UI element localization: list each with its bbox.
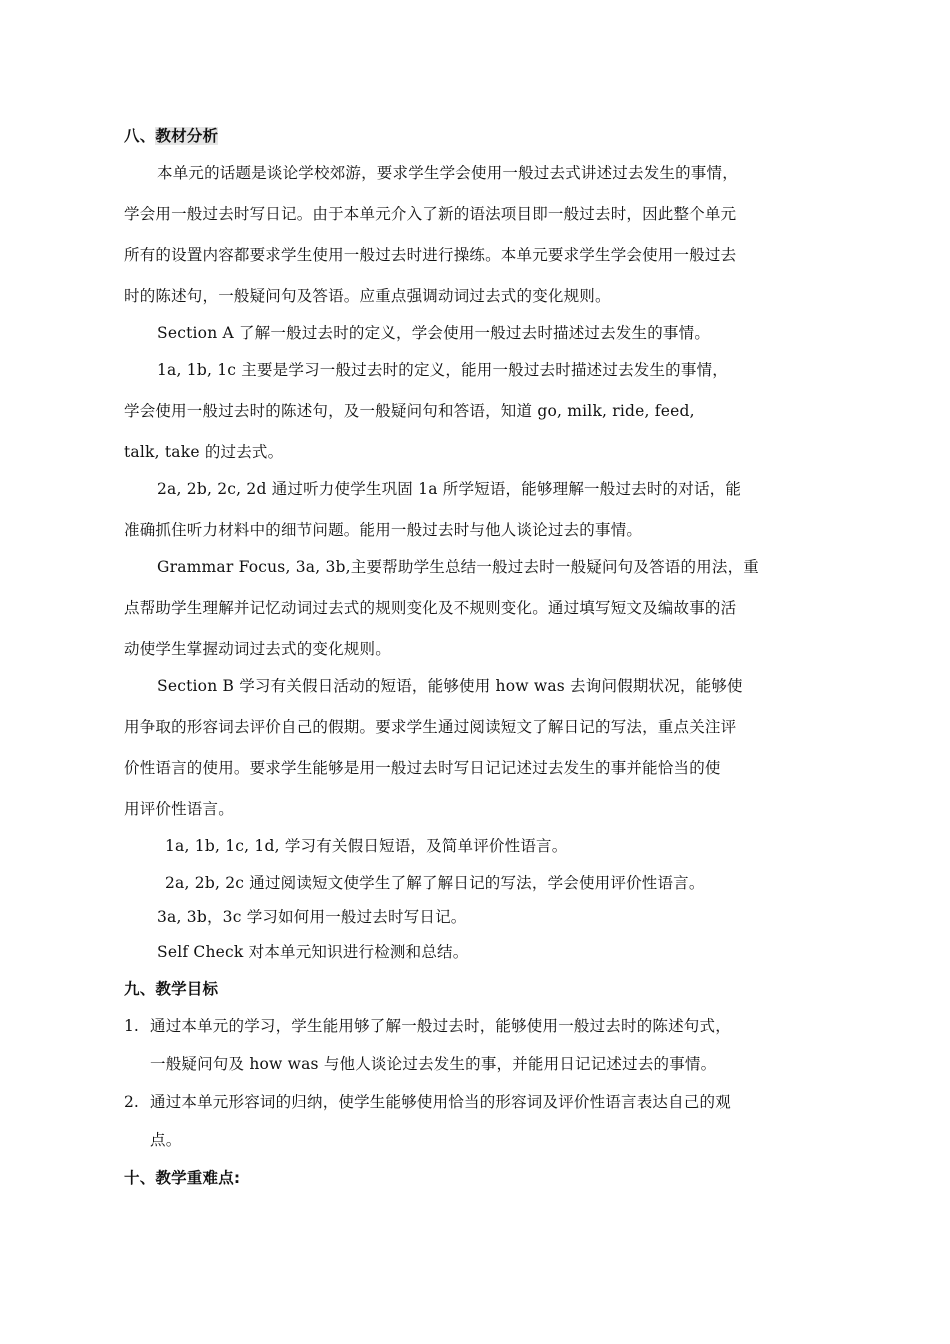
section-8-number: 八、 xyxy=(124,127,156,145)
intro-line-1: 本单元的话题是谈论学校郊游，要求学生学会使用一般过去式讲述过去发生的事情， xyxy=(157,164,738,182)
section-10-heading: 十、教学重难点: xyxy=(124,1169,241,1187)
goal-1-line-2: 一般疑问句及 how was 与他人谈论过去发生的事，并能用日记记述过去的事情。 xyxy=(150,1055,717,1073)
a1-line-3: talk, take 的过去式。 xyxy=(124,443,284,461)
a3-line-2: 点帮助学生理解并记忆动词过去式的规则变化及不规则变化。通过填写短文及编故事的活 xyxy=(124,599,737,617)
intro-line-2: 学会用一般过去时写日记。由于本单元介入了新的语法项目即一般过去时，因此整个单元 xyxy=(124,205,737,223)
a3-line-1: Grammar Focus, 3a, 3b,主要帮助学生总结一般过去时一般疑问句及答语的用法，重 xyxy=(157,558,759,576)
section-a-line: Section A 了解一般过去时的定义，学会使用一般过去时描述过去发生的事情。 xyxy=(157,324,711,342)
goal-1-line-1: 通过本单元的学习，学生能用够了解一般过去时，能够使用一般过去时的陈述句式， xyxy=(150,1017,731,1035)
goal-2-line-1: 通过本单元形容词的归纳，使学生能够使用恰当的形容词及评价性语言表达自己的观 xyxy=(150,1093,731,1111)
section-b-line-3: 价性语言的使用。要求学生能够是用一般过去时写日记记述过去发生的事并能恰当的使 xyxy=(124,759,721,777)
goal-2-line-2: 点。 xyxy=(150,1131,182,1149)
self-check-line: Self Check 对本单元知识进行检测和总结。 xyxy=(157,943,469,961)
a1-line-1: 1a, 1b, 1c 主要是学习一般过去时的定义，能用一般过去时描述过去发生的事情， xyxy=(157,361,728,379)
b3-line: 3a, 3b，3c 学习如何用一般过去时写日记。 xyxy=(157,908,467,926)
goal-2-number: 2. xyxy=(124,1093,139,1111)
section-b-line-1: Section B 学习有关假日活动的短语，能够使用 how was 去询问假期状况，能够使 xyxy=(157,677,743,695)
a1-line-2: 学会使用一般过去时的陈述句，及一般疑问句和答语，知道 go, milk, ride, feed, xyxy=(124,402,695,420)
a3-line-3: 动使学生掌握动词过去式的变化规则。 xyxy=(124,640,391,658)
section-9-heading: 九、教学目标 xyxy=(124,980,219,998)
section-b-line-2: 用争取的形容词去评价自己的假期。要求学生通过阅读短文了解日记的写法，重点关注评 xyxy=(124,718,737,736)
section-8-heading xyxy=(124,126,218,146)
section-b-line-4: 用评价性语言。 xyxy=(124,800,234,818)
a2-line-1: 2a, 2b, 2c, 2d 通过听力使学生巩固 1a 所学短语，能够理解一般过去时的对话，能 xyxy=(157,480,742,498)
intro-line-4: 时的陈述句，一般疑问句及答语。应重点强调动词过去式的变化规则。 xyxy=(124,287,611,305)
intro-line-3: 所有的设置内容都要求学生使用一般过去时进行操练。本单元要求学生学会使用一般过去 xyxy=(124,246,737,264)
b2-line: 2a, 2b, 2c 通过阅读短文使学生了解了解日记的写法，学会使用评价性语言。 xyxy=(165,874,705,892)
a2-line-2: 准确抓住听力材料中的细节问题。能用一般过去时与他人谈论过去的事情。 xyxy=(124,521,643,539)
goal-1-number: 1. xyxy=(124,1017,139,1035)
section-8-title: 教材分析 xyxy=(155,127,219,145)
b1-line: 1a, 1b, 1c, 1d, 学习有关假日短语，及简单评价性语言。 xyxy=(165,837,568,855)
